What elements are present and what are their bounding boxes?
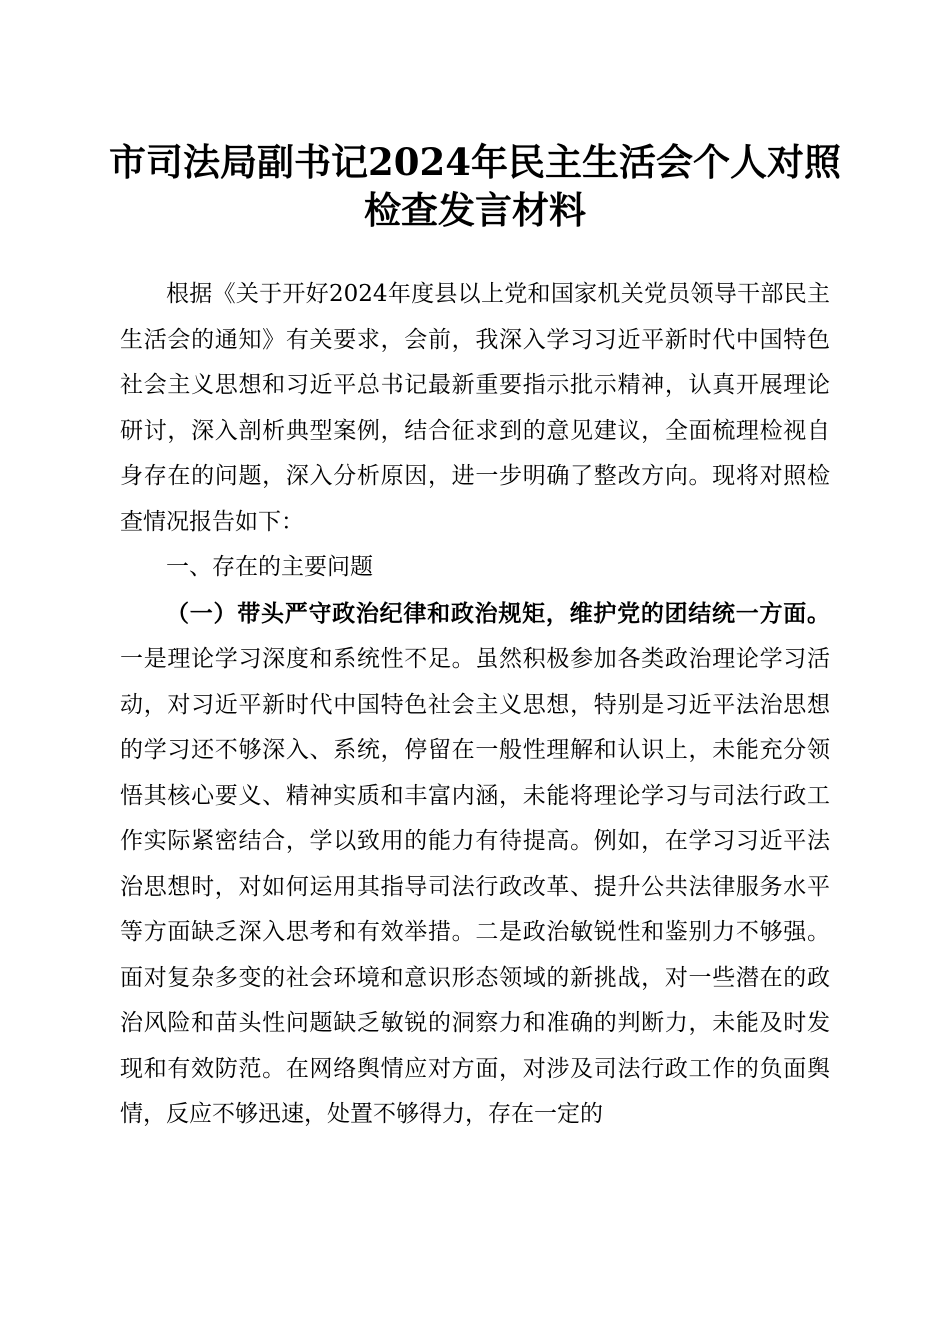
intro-paragraph: 根据《关于开好2024年度县以上党和国家机关党员领导干部民主生活会的通知》有关要求，会前，我深入学习习近平新时代中国特色社会主义思想和习近平总书记最新重要指示批示精神，认真开展理论研讨，深入剖析典型案例，结合征求到的意见建议，全面梳理检视自身存在的问题，深入分析原因，进一步明确了整改方向。现将对照检查情况报告如下： (120, 281, 830, 535)
title-line-2: 检查发言材料 (364, 188, 586, 232)
title-line-1: 市司法局副书记2024年民主生活会个人对照 (109, 140, 841, 184)
section-heading-problems: 一、存在的主要问题 (166, 554, 373, 580)
subsection-heading: （一）带头严守政治纪律和政治规矩，维护党的团结统一方面。 (166, 599, 830, 627)
subsection-body: 一是理论学习深度和系统性不足。虽然积极参加各类政治理论学习活动，对习近平新时代中国特色社会主义思想，特别是习近平法治思想的学习还不够深入、系统，停留在一般性理解和认识上，未能充分领悟其核心要义、精神实质和丰富内涵，未能将理论学习与司法行政工作实际紧密结合，学以致用的能力有待提高。例如，在学习习近平法治思想时，对如何运用其指导司法行政改革、提升公共法律服务水平等方面缺乏深入思考和有效举措。二是政治敏锐性和鉴别力不够强。面对复杂多变的社会环境和意识形态领域的新挑战，对一些潜在的政治风险和苗头性问题缺乏敏锐的洞察力和准确的判断力，未能及时发现和有效防范。在网络舆情应对方面，对涉及司法行政工作的负面舆情，反应不够迅速，处置不够得力，存在一定的 (120, 646, 830, 1127)
subsection-paragraph (120, 591, 830, 1138)
document-body (120, 272, 830, 1138)
document-title (100, 138, 850, 234)
